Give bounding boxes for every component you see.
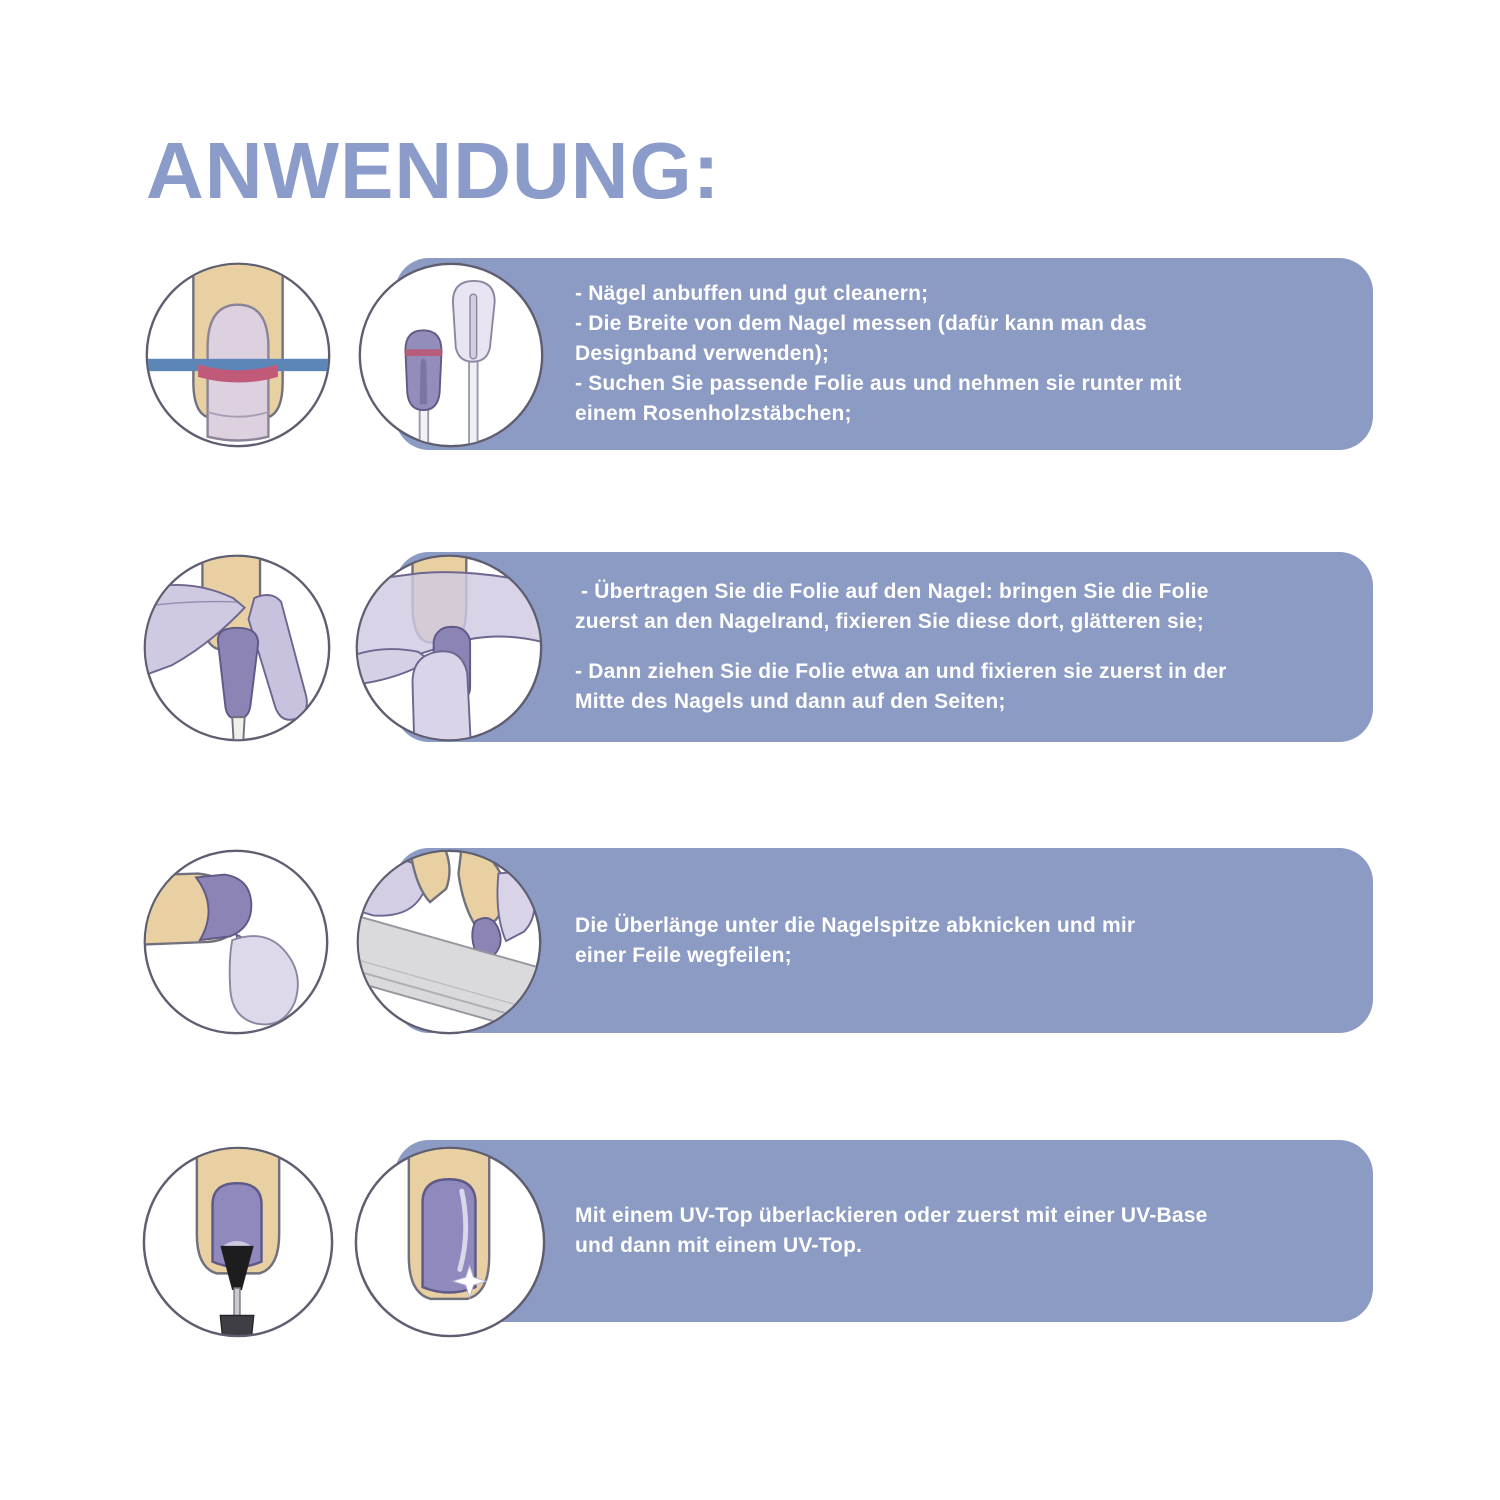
text-line: - Suchen Sie passende Folie aus und nehmen sie runter mit	[575, 372, 1182, 395]
text-line: einer Feile wegfeilen;	[575, 943, 792, 967]
text-line: - Übertragen Sie die Folie auf den Nagel: bringen Sie die Folie	[575, 580, 1209, 603]
apply-foil-with-stick-icon	[141, 552, 333, 744]
text-line: Mit einem UV-Top überlackieren oder zuerst mit einer UV-Base	[575, 1204, 1208, 1227]
text-line	[575, 637, 1353, 657]
smooth-foil-with-thumb-icon	[353, 552, 545, 744]
text-line: Designband verwenden);	[575, 342, 830, 365]
nail-width-measure-icon	[143, 260, 333, 450]
text-line: - Nägel anbuffen und gut cleanern;	[575, 282, 929, 305]
text-line: Mitte des Nagels und dann auf den Seiten;	[575, 690, 1006, 713]
file-nail-tip-icon	[354, 847, 544, 1037]
text-line: und dann mit einem UV-Top.	[575, 1234, 863, 1257]
text-line: Die Überlänge unter die Nagelspitze abknicken und mir	[575, 913, 1136, 937]
finished-shiny-nail-icon	[352, 1144, 548, 1340]
text-line: - Dann ziehen Sie die Folie etwa an und fixieren sie zuerst in der	[575, 660, 1227, 683]
text-line: - Die Breite von dem Nagel messen (dafür kann man das	[575, 312, 1147, 335]
page-title: ANWENDUNG:	[146, 126, 721, 215]
apply-uv-top-brush-icon	[140, 1144, 336, 1340]
text-line: zuerst an den Nagelrand, fixieren Sie diese dort, glätteren sie;	[575, 610, 1204, 633]
foil-pieces-on-sticks-icon	[356, 260, 546, 450]
text-line: einem Rosenholzstäbchen;	[575, 402, 852, 425]
fold-overlength-under-tip-icon	[141, 847, 331, 1037]
